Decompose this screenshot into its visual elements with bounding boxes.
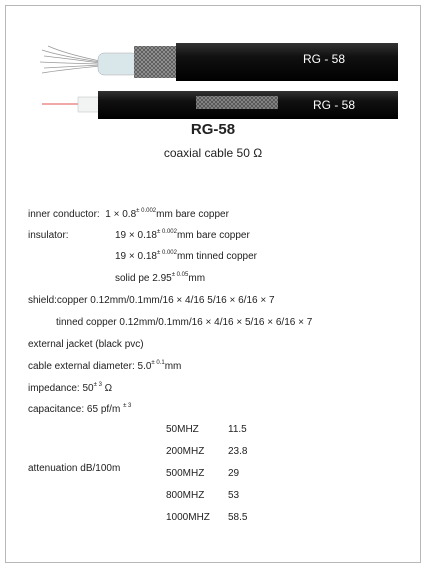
att-freq: 800MHZ [166, 490, 205, 501]
attenuation-label: attenuation dB/100m [28, 463, 121, 474]
att-value: 23.8 [228, 446, 248, 457]
spec-jacket: external jacket (black pvc) [28, 339, 144, 350]
att-value: 58.5 [228, 512, 248, 523]
spec-insulator-3: solid pe $2.95^{\pm 0.05}mm$ [115, 272, 206, 284]
att-freq: 500MHZ [166, 468, 205, 479]
spec-shield-1: shield:copper 0.12mm/0.1mm/16 × 4/16 5/16 × 6/16 × 7 [28, 295, 275, 306]
spec-impedance: impedance: $50^{\pm 3}$ Ω [28, 382, 113, 394]
att-value: 53 [228, 490, 240, 501]
cable-image-stripped [0, 38, 426, 88]
cable1-label: RG - 58 [303, 52, 346, 66]
spec-insulator-2: $19 \times 0.18^{\pm 0.002}mm$ tinned copper [115, 250, 258, 262]
page-subtitle: coaxial cable 50 Ω [163, 146, 263, 160]
spec-capacitance: capacitance: 65 pf/m $^{\pm 3}$ [28, 403, 132, 415]
att-freq: 50MHZ [166, 424, 199, 435]
spec-insulator: insulator: [28, 230, 69, 241]
att-freq: 1000MHZ [166, 512, 210, 523]
cable2-label: RG - 58 [313, 98, 356, 112]
page-title: RG-58 [190, 121, 236, 138]
att-value: 11.5 [228, 424, 247, 435]
spec-inner-conductor: inner conductor: $1 \times 0.8^{\pm 0.002}mm$ bare copper [28, 208, 229, 220]
spec-insulator-1: $19 \times 0.18^{\pm 0.002}mm$ bare copper [115, 229, 250, 241]
att-value: 29 [228, 468, 240, 479]
spec-shield-2: tinned copper 0.12mm/0.1mm/16 × 4/16 × 5/16 × 6/16 × 7 [56, 317, 313, 328]
spec-diameter: cable external diameter: $5.0^{\pm 0.1}mm$ [28, 360, 182, 372]
att-freq: 200MHZ [166, 446, 205, 457]
